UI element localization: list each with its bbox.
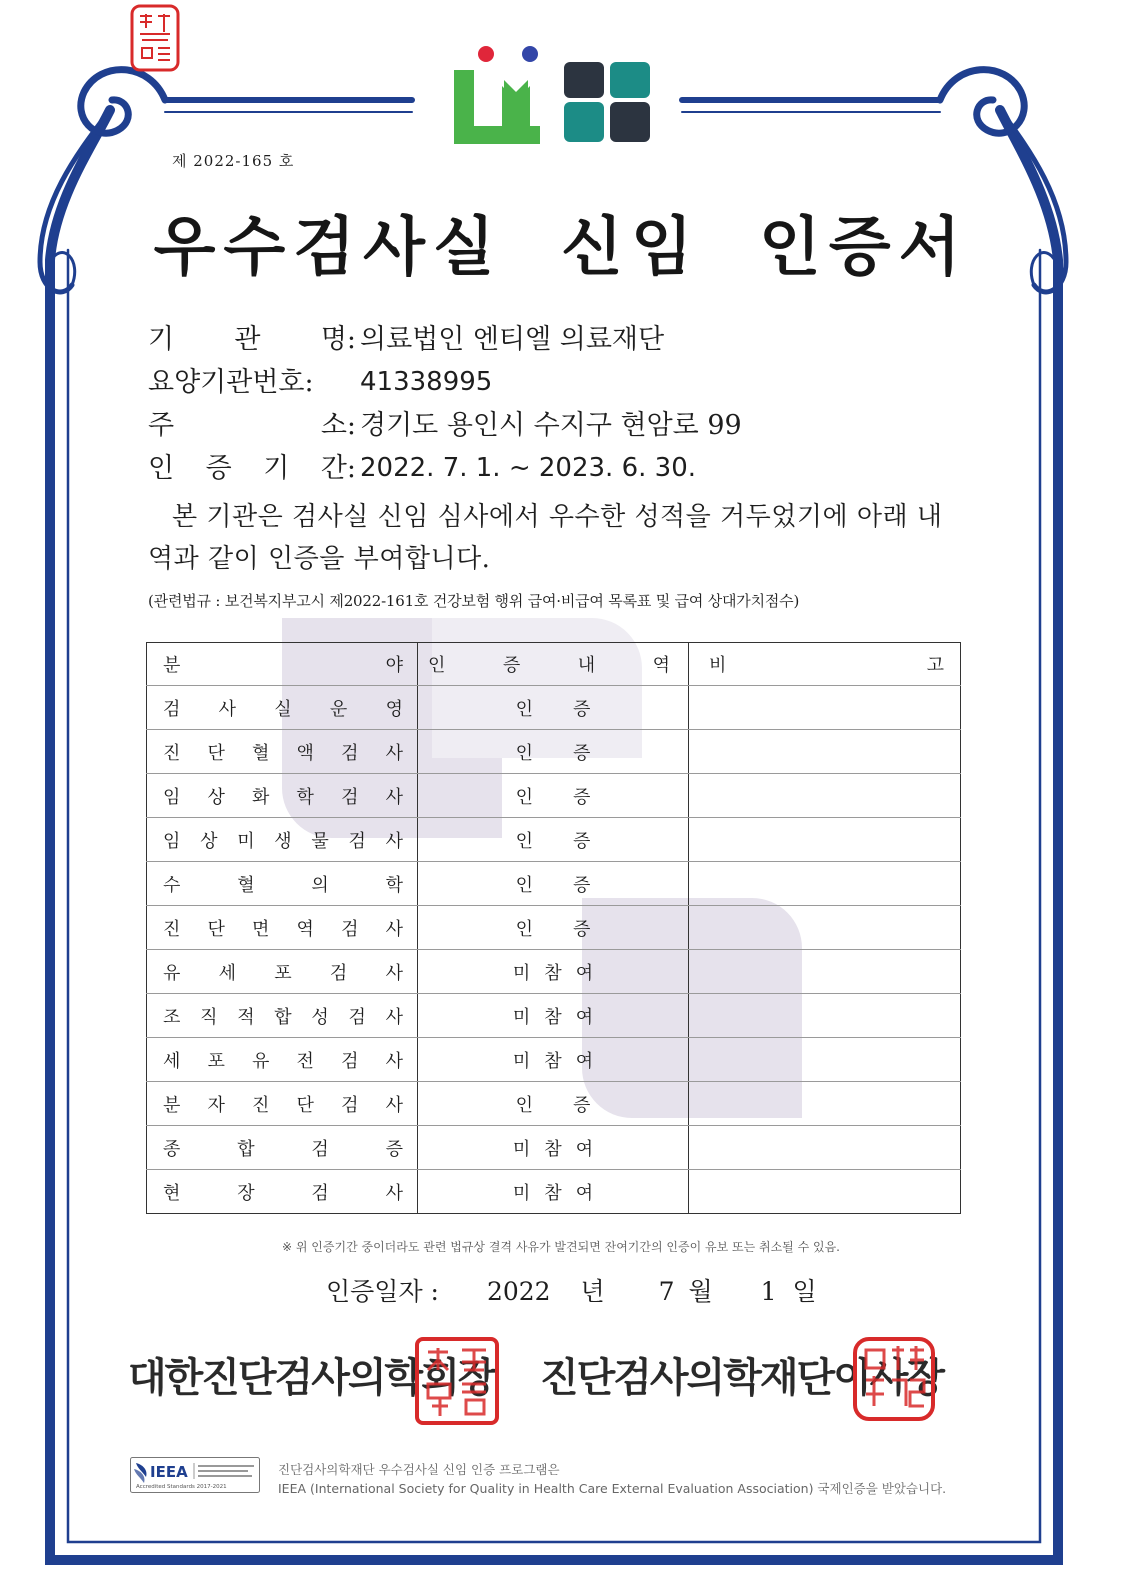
field-char: 적	[237, 1006, 255, 1028]
table-row	[147, 994, 961, 1038]
label-char: 증	[205, 453, 232, 484]
status-char: 인	[515, 786, 533, 808]
header-char: 고	[926, 655, 944, 676]
address-label	[148, 404, 356, 447]
field-char: 상	[207, 786, 225, 808]
field-char: 포	[274, 962, 292, 984]
ieea-logo-text: IEEA	[150, 1463, 188, 1481]
address-row	[148, 404, 742, 447]
field-char: 면	[252, 918, 270, 940]
remarks-cell	[689, 1126, 961, 1170]
field-char: 생	[274, 830, 292, 852]
institution-info	[148, 318, 742, 490]
field-char: 학	[385, 874, 403, 896]
field-char: 사	[385, 830, 403, 852]
field-cell	[147, 906, 418, 950]
field-char: 단	[207, 742, 225, 764]
remarks-cell	[689, 994, 961, 1038]
issue-date	[326, 1272, 817, 1308]
issue-day: 1	[760, 1277, 777, 1306]
field-char: 검	[341, 742, 359, 764]
status-cell	[418, 686, 689, 730]
field-char: 사	[385, 1006, 403, 1028]
certification-statement: 본 기관은 검사실 신임 심사에서 우수한 성적을 거두었기에 아래 내역과 같이 인증을 부여합니다.	[148, 502, 943, 574]
field-cell	[147, 1126, 418, 1170]
status-cell	[418, 950, 689, 994]
label-char: 명:	[320, 324, 356, 355]
status-char: 증	[573, 830, 591, 852]
field-char: 성	[311, 1006, 329, 1028]
label-char: 관	[234, 324, 261, 355]
status-char: 인	[515, 918, 533, 940]
field-char: 사	[385, 742, 403, 764]
table-header-row	[147, 643, 961, 686]
status-char: 증	[573, 786, 591, 808]
remarks-cell	[689, 1082, 961, 1126]
field-char: 역	[296, 918, 314, 940]
field-char: 검	[341, 918, 359, 940]
status-char: 참	[544, 1138, 562, 1160]
certification-table	[146, 642, 961, 1214]
institution-name-row	[148, 318, 742, 361]
field-char: 사	[385, 1182, 403, 1204]
field-char: 포	[207, 1050, 225, 1072]
ieea-logo	[130, 1457, 260, 1493]
field-cell	[147, 1038, 418, 1082]
remarks-cell	[689, 818, 961, 862]
status-char: 미	[512, 962, 531, 984]
institution-code-value: 41338995	[360, 367, 493, 397]
table-row	[147, 862, 961, 906]
left-seal-stamp	[414, 1336, 500, 1426]
field-cell	[147, 1082, 418, 1126]
table-row	[147, 906, 961, 950]
status-cell	[418, 818, 689, 862]
issue-month: 7	[658, 1277, 675, 1306]
period-value: 2022. 7. 1. ~ 2023. 6. 30.	[360, 453, 697, 483]
status-char: 참	[544, 962, 562, 984]
field-char: 상	[200, 830, 218, 852]
status-char: 참	[544, 1006, 562, 1028]
label-char: 간:	[320, 453, 356, 484]
label-char: 기	[148, 324, 175, 355]
table-row	[147, 1038, 961, 1082]
field-cell	[147, 950, 418, 994]
field-char: 액	[296, 742, 314, 764]
field-char: 검	[341, 1050, 359, 1072]
remarks-cell	[689, 950, 961, 994]
status-cell	[418, 906, 689, 950]
status-char: 미	[512, 1006, 531, 1028]
table-row	[147, 818, 961, 862]
law-reference: (관련법규 : 보건복지부고시 제2022-161호 건강보험 행위 급여·비급여 목록표 및 급여 상대가치점수)	[148, 592, 800, 610]
right-seal-stamp	[852, 1336, 936, 1422]
period-row	[148, 447, 742, 490]
header-field	[147, 643, 418, 686]
field-char: 사	[218, 698, 237, 720]
status-char: 여	[575, 1006, 594, 1028]
field-cell	[147, 774, 418, 818]
status-cell	[418, 774, 689, 818]
status-char: 미	[512, 1050, 531, 1072]
accreditation-line-1: 진단검사의학재단 우수검사실 신임 인증 프로그램은	[278, 1462, 560, 1477]
status-char: 인	[515, 742, 533, 764]
page-title: 우수검사실 신임 인증서	[153, 210, 969, 285]
field-char: 진	[163, 918, 181, 940]
field-char: 학	[296, 786, 314, 808]
remarks-cell	[689, 906, 961, 950]
field-char: 검	[163, 698, 181, 720]
status-char: 미	[512, 1182, 531, 1204]
label-char: 소:	[320, 410, 356, 441]
status-char: 여	[575, 1138, 594, 1160]
field-char: 전	[296, 1050, 314, 1072]
field-char: 수	[163, 874, 181, 896]
field-char: 검	[348, 830, 366, 852]
field-char: 사	[385, 786, 403, 808]
period-label	[148, 447, 356, 490]
status-char: 증	[573, 918, 591, 940]
status-cell	[418, 730, 689, 774]
field-char: 세	[218, 962, 237, 984]
status-char: 증	[573, 742, 591, 764]
field-cell	[147, 686, 418, 730]
field-char: 실	[274, 698, 292, 720]
field-char: 현	[163, 1182, 181, 1204]
header-char: 분	[163, 655, 181, 676]
field-char: 미	[237, 830, 255, 852]
header-char: 내	[577, 655, 596, 676]
field-char: 운	[329, 698, 348, 720]
table-row	[147, 774, 961, 818]
status-char: 인	[515, 830, 533, 852]
field-char: 단	[207, 918, 225, 940]
table-row	[147, 1126, 961, 1170]
table-row	[147, 686, 961, 730]
header-char: 비	[709, 655, 727, 676]
field-char: 단	[296, 1094, 314, 1116]
certificate-number: 제 2022-165 호	[172, 152, 295, 170]
day-unit: 일	[792, 1277, 817, 1306]
status-cell	[418, 862, 689, 906]
field-char: 의	[311, 874, 329, 896]
status-char: 여	[575, 962, 594, 984]
status-cell	[418, 1126, 689, 1170]
field-cell	[147, 1170, 418, 1214]
header-char: 증	[502, 655, 521, 676]
field-char: 진	[252, 1094, 270, 1116]
month-unit: 월	[688, 1277, 713, 1306]
top-seal-stamp	[130, 4, 180, 72]
field-char: 유	[252, 1050, 270, 1072]
remarks-cell	[689, 862, 961, 906]
status-char: 여	[575, 1050, 594, 1072]
status-char: 인	[515, 698, 533, 720]
field-char: 사	[385, 1050, 403, 1072]
status-char: 인	[515, 874, 533, 896]
issuer-left: 대한진단검사의학회장	[128, 1355, 495, 1401]
header-char: 역	[652, 655, 670, 676]
field-cell	[147, 730, 418, 774]
header-remarks	[689, 643, 961, 686]
field-char: 임	[163, 786, 181, 808]
field-char: 유	[163, 962, 181, 984]
institution-code-row	[148, 361, 742, 404]
field-char: 진	[163, 742, 181, 764]
header-detail	[418, 643, 689, 686]
field-cell	[147, 818, 418, 862]
issue-year: 2022	[486, 1277, 551, 1306]
field-char: 사	[385, 962, 403, 984]
field-char: 검	[311, 1182, 329, 1204]
status-cell	[418, 994, 689, 1038]
status-char: 참	[544, 1182, 562, 1204]
issue-date-label: 인증일자 :	[326, 1277, 439, 1306]
field-char: 검	[329, 962, 348, 984]
foundation-logo	[452, 44, 658, 150]
year-unit: 년	[580, 1277, 605, 1306]
header-char: 인	[428, 655, 446, 676]
address-value: 경기도 용인시 수지구 현암로 99	[360, 410, 742, 441]
notice-text: ※ 위 인증기간 중이더라도 관련 법규상 결격 사유가 발견되면 잔여기간의 인증이 유보 또는 취소될 수 있음.	[282, 1240, 840, 1254]
field-char: 조	[163, 1006, 181, 1028]
field-char: 자	[207, 1094, 225, 1116]
field-cell	[147, 862, 418, 906]
field-char: 증	[385, 1138, 403, 1160]
field-char: 물	[311, 830, 329, 852]
remarks-cell	[689, 730, 961, 774]
field-char: 사	[385, 1094, 403, 1116]
table-row	[147, 730, 961, 774]
issuer-right: 진단검사의학재단이사장	[540, 1355, 944, 1401]
table-row	[147, 950, 961, 994]
status-cell	[418, 1082, 689, 1126]
field-char: 합	[237, 1138, 255, 1160]
field-char: 검	[341, 1094, 359, 1116]
status-char: 증	[573, 698, 591, 720]
label-char: 기	[263, 453, 290, 484]
field-char: 검	[341, 786, 359, 808]
field-char: 화	[252, 786, 270, 808]
status-cell	[418, 1170, 689, 1214]
header-char: 야	[385, 655, 403, 676]
remarks-cell	[689, 1170, 961, 1214]
field-char: 혈	[237, 874, 255, 896]
table-row	[147, 1082, 961, 1126]
remarks-cell	[689, 774, 961, 818]
accreditation-line-2: IEEA (International Society for Quality in Health Care External Evaluation Association) 국제인증을 받았습니다.	[278, 1481, 947, 1496]
field-char: 장	[237, 1182, 255, 1204]
table-row	[147, 1170, 961, 1214]
institution-name-value: 의료법인 엔티엘 의료재단	[360, 324, 665, 355]
remarks-cell	[689, 1038, 961, 1082]
field-char: 분	[163, 1094, 181, 1116]
field-char: 종	[163, 1138, 181, 1160]
status-char: 인	[515, 1094, 533, 1116]
field-char: 직	[200, 1006, 218, 1028]
label-char: 주	[148, 410, 175, 441]
status-char: 미	[512, 1138, 531, 1160]
institution-name-label	[148, 318, 356, 361]
institution-code-label: 요양기관번호:	[148, 367, 314, 398]
remarks-cell	[689, 686, 961, 730]
status-char: 참	[544, 1050, 562, 1072]
field-char: 임	[163, 830, 181, 852]
field-char: 검	[311, 1138, 329, 1160]
status-cell	[418, 1038, 689, 1082]
accreditation-text	[278, 1460, 946, 1498]
field-char: 세	[163, 1050, 181, 1072]
field-char: 영	[385, 698, 403, 720]
field-cell	[147, 994, 418, 1038]
field-char: 검	[348, 1006, 366, 1028]
label-char: 인	[148, 453, 175, 484]
field-char: 혈	[252, 742, 270, 764]
status-char: 증	[573, 1094, 591, 1116]
status-char: 여	[575, 1182, 594, 1204]
field-char: 사	[385, 918, 403, 940]
ieea-logo-caption: Accredited Standards 2017-2021	[136, 1484, 227, 1490]
status-char: 증	[573, 874, 591, 896]
field-char: 합	[274, 1006, 292, 1028]
